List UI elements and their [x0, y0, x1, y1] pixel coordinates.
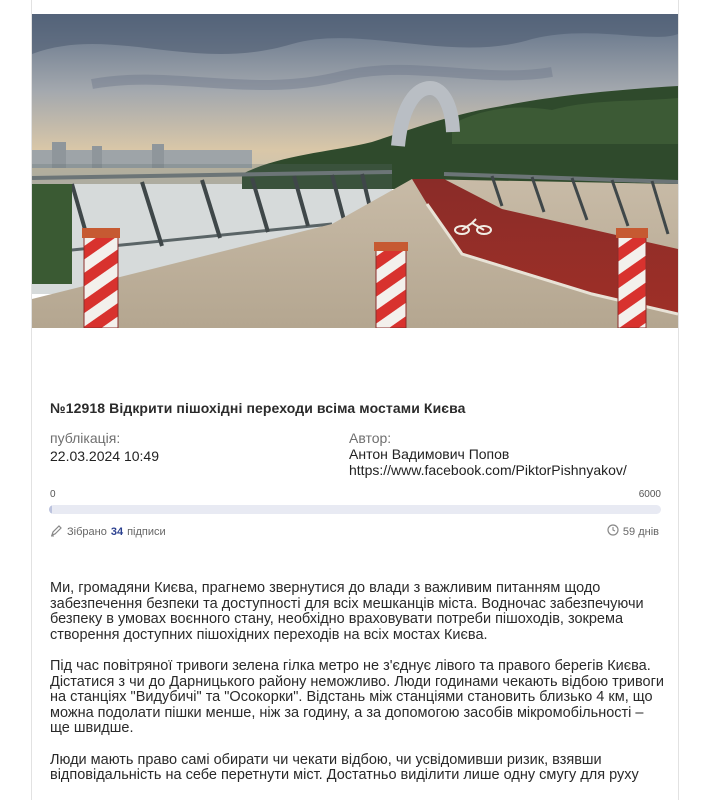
petition-paragraph: Ми, громадяни Києва, прагнемо звернутися до влади з важливим питанням щодо забезпечення безпеки та доступності для всіх мешканців міста. Водночас забезпечуючи безпеку в умовах воєнного стану, необхідно враховувати потреби пішоходів, зокрема створення доступних пішохідних переходів на всіх мостах Києва. — [50, 580, 644, 643]
petition-paragraph: Люди мають право самі обирати чи чекати відбою, чи усвідомивши ризик, взявши відповідальність на себе перетнути міст. Достатньо виділити лише одну смугу для руху — [50, 751, 639, 783]
clock-icon — [607, 524, 619, 539]
days-left: 59 днів — [622, 525, 659, 538]
signature-progress-bar — [49, 505, 661, 514]
collected-prefix: Зібрано — [67, 526, 107, 538]
author-link[interactable]: https://www.facebook.com/PiktorPishnyakov/ — [349, 462, 627, 478]
author-label: Автор: — [349, 430, 392, 446]
petition-photo — [32, 14, 678, 328]
signatures-collected — [50, 524, 166, 540]
progress-min: 0 — [50, 489, 56, 500]
petition-text — [50, 581, 666, 800]
collected-suffix: підписи — [127, 526, 166, 538]
pen-icon — [50, 524, 63, 540]
publication-date: 22.03.2024 10:49 — [50, 448, 159, 464]
petition-card — [31, 0, 679, 800]
petition-paragraph: Під час повітряної тривоги зелена гілка метро не з'єднує лівого та правого берегів Києва. Дістатися з чи до Дарницького району неможливо. Люди годинами чекають відбою тривоги на станціях "Видубичі" та "Осокорки". Відстань між станціями становить близько 4 км, що можна подолати пішки менше, ніж за годину, а за допомогою засобів мікромобільності – ще швидше. — [50, 658, 664, 736]
collected-count: 34 — [110, 526, 124, 538]
author-name: Антон Вадимович Попов — [349, 446, 510, 462]
petition-title: №12918 Відкрити пішохідні переходи всіма мостами Києва — [50, 400, 466, 416]
progress-max: 6000 — [638, 489, 661, 500]
signature-progress-fill — [49, 505, 52, 514]
days-remaining — [607, 524, 659, 539]
publication-label: публікація: — [50, 430, 121, 446]
